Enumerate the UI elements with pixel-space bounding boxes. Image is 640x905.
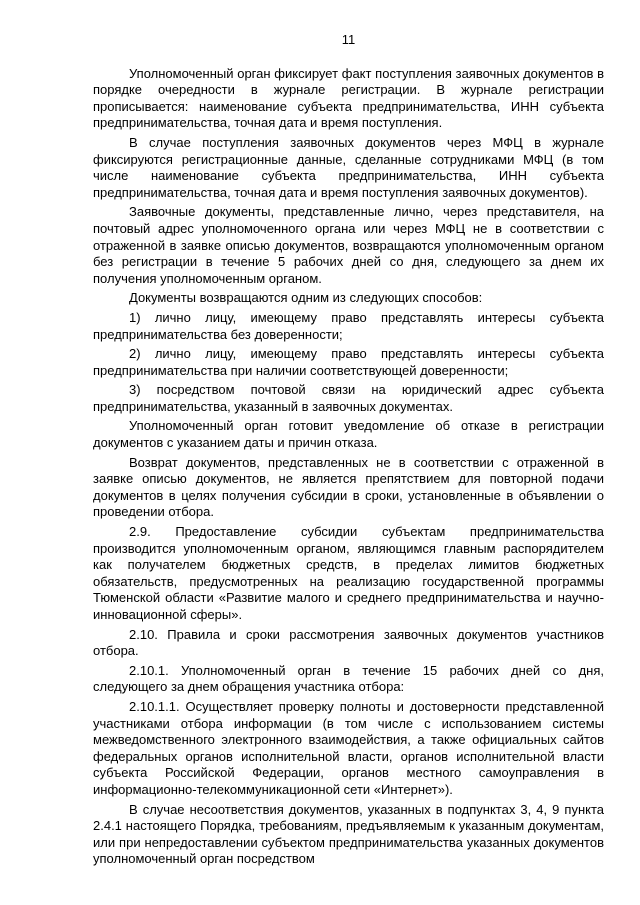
paragraph-resubmission: Возврат документов, представленных не в соответствии с отраженной в заявке описью документов, не является препятствием для повторной подачи документов в целях получения субсидии в сроки, установленные в объявлении о проведении отбора. (93, 454, 604, 520)
list-item-2: 2) лично лицу, имеющему право представлять интересы субъекта предпринимательства при наличии соответствующей доверенности; (93, 346, 604, 378)
section-2-9: 2.9. Предоставление субсидии субъектам предпринимательства производится уполномоченным органом, являющимся главным распорядителем как получателем бюджетных средств, в пределах лимитов бюджетных обязательств, предусмотренных на реализацию государственной программы Тюменской области «Развитие малого и среднего предпринимательства и научно-инновационной сферы». (93, 524, 604, 622)
list-item-1: 1) лично лицу, имеющему право представлять интересы субъекта предпринимательства без доверенности; (93, 309, 604, 342)
paragraph-refusal-notice: Уполномоченный орган готовит уведомление об отказе в регистрации документов с указанием даты и причин отказа. (93, 418, 604, 451)
paragraph-non-compliance: В случае несоответствия документов, указанных в подпунктах 3, 4, 9 пункта 2.4.1 настоящего Порядка, требованиям, предъявляемым к указанным документам, или при непредоставлении субъектом предпринимательства указанных документов уполномоченный орган посредством (93, 801, 604, 867)
paragraph-registration-journal: Уполномоченный орган фиксирует факт поступления заявочных документов в порядке очередности в журнале регистрации. В журнале регистрации прописывается: наименование субъекта предпринимательства, ИНН субъекта предпринимательства, точная дата и время поступления. (93, 65, 604, 131)
paragraph-mfc-registration: В случае поступления заявочных документов через МФЦ в журнале фиксируются регистрационные данные, сделанные сотрудниками МФЦ (в том числе наименование субъекта предпринимательства, ИНН субъекта предпринимательства, точная дата и время поступления заявочных документов). (93, 134, 604, 200)
section-2-10: 2.10. Правила и сроки рассмотрения заявочных документов участников отбора. (93, 626, 604, 659)
list-item-3: 3) посредством почтовой связи на юридический адрес субъекта предпринимательства, указанный в заявочных документах. (93, 382, 604, 414)
paragraph-documents-returned: Заявочные документы, представленные лично, через представителя, на почтовый адрес уполномоченного органа или через МФЦ не в соответствии с отраженной в заявке описью документов, возвращаются уполномоченным органом без регистрации в течение 5 рабочих дней со дня, следующего за днем их получения уполномоченным органом. (93, 204, 604, 286)
paragraph-return-methods: Документы возвращаются одним из следующих способов: (129, 290, 483, 306)
section-2-10-1-1: 2.10.1.1. Осуществляет проверку полноты и достоверности представленной участниками отбора информации (в том числе с использованием системы межведомственного электронного взаимодействия, а также официальных сайтов федеральных органов исполнительной власти, органов исполнительной власти субъекта Российской Федерации, органов местного самоуправления в информационно-телекоммуникационной сети «Интернет»). (93, 698, 604, 797)
body-text (93, 66, 604, 868)
page-number: 11 (341, 32, 356, 47)
section-2-10-1: 2.10.1. Уполномоченный орган в течение 15 рабочих дней со дня, следующего за днем обращения участника отбора: (93, 662, 604, 695)
